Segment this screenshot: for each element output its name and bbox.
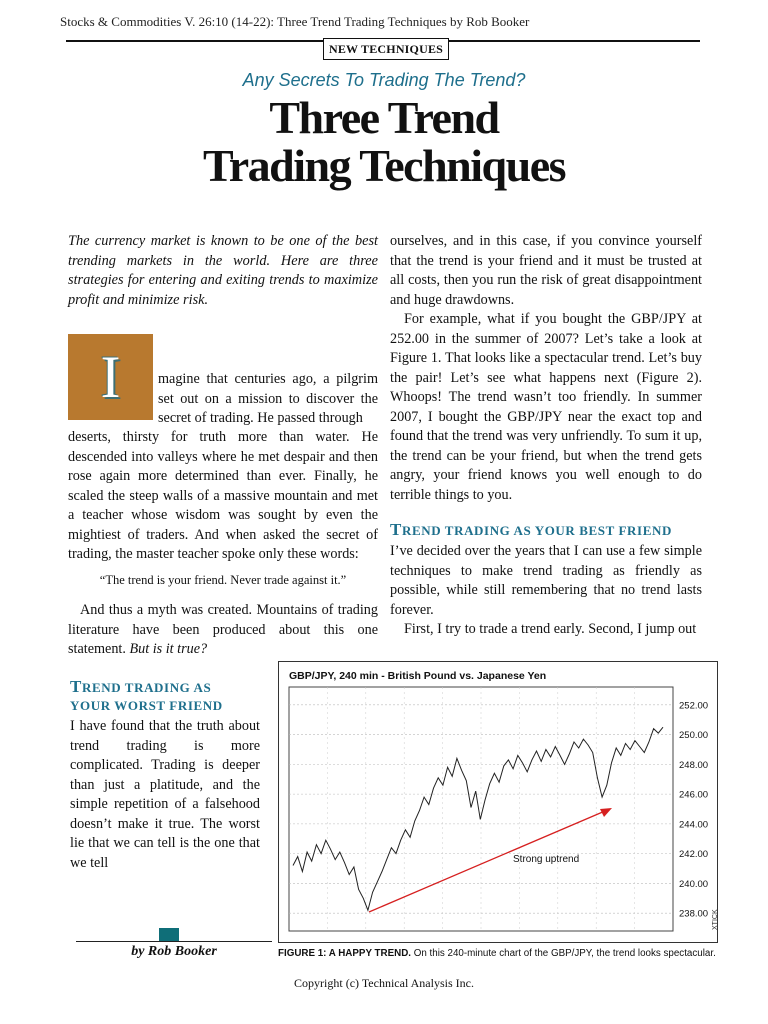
deck: The currency market is known to be one of the best trending markets in the world. Here are three strategies for entering and exiting trends to maximize profit and minimize risk. (68, 233, 378, 308)
figure-caption (278, 948, 718, 959)
y-tick-label: 252.00 (679, 700, 709, 712)
title-line-2: Trading Techniques (202, 140, 566, 191)
pull-quote: “The trend is your friend. Never trade against it.” (99, 573, 347, 587)
title-line-1: Three Trend (269, 92, 499, 143)
best-paragraph-2: First, I try to trade a trend early. Second, I jump out (404, 621, 697, 637)
figure-1-chart (278, 661, 718, 943)
chart-svg (279, 662, 717, 942)
y-tick-label: 242.00 (679, 849, 709, 861)
subhead-worst-line-1 (70, 678, 270, 697)
subhead-worst-line-1-rest: REND TRADING AS (81, 680, 212, 695)
y-tick-label: 246.00 (679, 789, 709, 801)
thus-text: And thus a myth was created. Mountains of trading literature have been produced about this one statement. (68, 602, 378, 657)
intro-text-b: deserts, thirsty for truth more than water. He descended into valleys where he met despair and then rose again more determined than ever. Finally, he scaled the steep walls of a massive mountain and met a teacher whose wisdom was sought by even the mightiest of traders. And when asked the secret of trading, the master teacher spoke only these words: (68, 429, 378, 562)
section-tag: NEW TECHNIQUES (323, 38, 449, 60)
subhead-worst-line-2: YOUR WORST FRIEND (70, 698, 223, 713)
running-header: Stocks & Commodities V. 26:10 (14-22): Three Trend Trading Techniques by Rob Booker (60, 14, 530, 29)
chart-title: GBP/JPY, 240 min - British Pound vs. Japanese Yen (289, 670, 547, 682)
kicker: Any Secrets To Trading The Trend? (242, 70, 526, 90)
y-tick-label: 248.00 (679, 759, 709, 771)
best-paragraph-1: I’ve decided over the years that I can use a few simple techniques to make trend trading as friendly as possible, while still remembering that no trend lasts forever. (390, 543, 702, 618)
y-axis (679, 700, 708, 919)
subhead-best-rest: REND TRADING AS YOUR BEST FRIEND (401, 523, 672, 538)
best-friend-body (390, 542, 702, 640)
right-paragraph-2: For example, what if you bought the GBP/JPY at 252.00 in the summer of 2007? Let’s take a look at Figure 1. That looks like a spectacular trend. Let’s buy the pair! Let’s see what happens next (Figure 2). Whoops! The trend wasn’t too friendly. In summer 2007, I bought the GBP/JPY near the exact top and found that the trend was very unfriendly. To sum it up, the trend can be your friend, but when the trend gets angry, your friend knows you well enough to do terrible things to you. (390, 311, 702, 503)
article-title (0, 94, 768, 190)
copyright: Copyright (c) Technical Analysis Inc. (294, 976, 474, 990)
intro-text-a: magine that centuries ago, a pilgrim set out on a mission to discover the secret of trading. He passed through (158, 371, 378, 426)
annotation-strong-uptrend: Strong uptrend (513, 854, 580, 865)
y-tick-label: 250.00 (679, 730, 709, 742)
y-tick-label: 240.00 (679, 878, 709, 890)
body-paragraph-thus (68, 601, 378, 660)
subhead-worst-initial: T (70, 677, 82, 696)
thus-italic: But is it true? (129, 641, 208, 657)
subhead-best-initial: T (390, 520, 402, 539)
y-tick-label: 238.00 (679, 908, 709, 920)
byline-rule (76, 941, 272, 942)
xtick-label: XTICK (712, 909, 719, 930)
byline: by Rob Booker (131, 944, 217, 959)
subhead-best-friend (390, 521, 710, 540)
caption-label: FIGURE 1: A HAPPY TREND. (278, 948, 411, 959)
worst-friend-body: I have found that the truth about trend trading is more complicated. Trading is deeper than just a platitude, and the simple repetition of a falsehood doesn’t make it true. The worst lie that we can tell is the one that we tell (70, 718, 260, 871)
right-paragraph-1: ourselves, and in this case, if you convince yourself that the trend is your friend and it must be trusted at all costs, then you run the risk of great disappointment and huge drawdowns. (390, 233, 702, 308)
subhead-worst-friend (70, 678, 270, 715)
caption-text: On this 240-minute chart of the GBP/JPY, the trend looks spectacular. (413, 948, 716, 959)
right-column-text (390, 232, 702, 505)
drop-cap: I (68, 334, 153, 420)
y-tick-label: 244.00 (679, 819, 709, 831)
byline-accent-box (159, 928, 179, 942)
